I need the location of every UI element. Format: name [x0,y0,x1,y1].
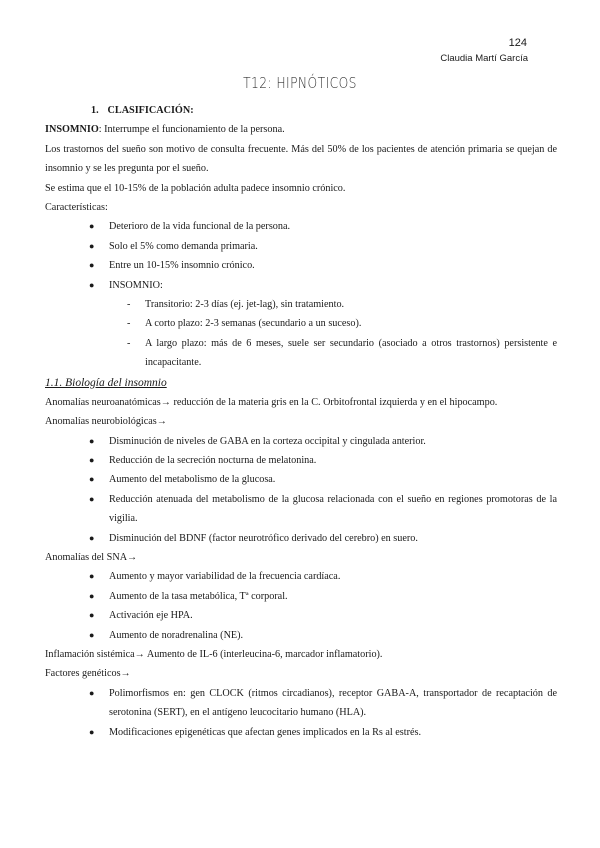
bullet-icon: ● [89,493,95,504]
document-body [45,101,557,742]
bullet-icon: ● [89,221,95,232]
insomnio-def-text: : Interrumpe el funcionamiento de la persona. [98,124,285,136]
sna-label: Anomalías del SNA→ [45,551,138,563]
geneticos-list [45,684,557,742]
neurobiologicas-list [45,432,557,548]
author-name: Claudia Martí García [440,53,528,64]
section-heading-text: CLASIFICACIÓN: [107,105,194,116]
list-item: - A largo plazo: más de 6 meses, suele ser secundario (asociado a otros trastornos) persistente e incapacitante. [45,334,557,373]
insomnio-types-list [45,295,557,373]
paragraph-1: Los trastornos del sueño son motivo de consulta frecuente. Más del 50% de los pacientes de atención primaria se quejan de insomnio y se les pregunta por el sueño. [45,143,557,175]
list-item: ● Deterioro de la vida funcional de la persona. [45,217,557,236]
page-number: 124 [508,37,527,49]
list-item: ● Solo el 5% como demanda primaria. [45,237,557,256]
caracteristicas-list [45,217,557,295]
bullet-icon: ● [89,279,95,290]
section-heading [45,101,557,120]
dash-icon: - [127,299,131,311]
section-number: 1. [91,105,99,116]
list-item: ● Aumento y mayor variabilidad de la frecuencia cardíaca. [45,567,557,586]
insomnio-label: INSOMNIO [45,124,99,136]
bullet-icon: ● [89,240,95,251]
inflamacion-text: Inflamación sistémica→ Aumento de IL-6 (interleucina-6, marcador inflamatorio). [45,648,383,660]
bullet-icon: ● [89,590,95,601]
list-item: ● Aumento de la tasa metabólica, Tª corporal. [45,587,557,606]
bullet-icon: ● [89,610,95,621]
bullet-icon: ● [89,532,95,543]
list-item: ● Reducción atenuada del metabolismo de la glucosa relacionada con el sueño en regiones promotoras de la vigilia. [45,490,557,529]
bullet-icon: ● [89,474,95,485]
list-item: ● INSOMNIO: [45,276,557,295]
sna-list [45,567,557,645]
list-item: ● Modificaciones epigenéticas que afectan genes implicados en la Rs al estrés. [45,723,557,742]
bullet-icon: ● [89,726,95,737]
caracteristicas-label: Características: [45,202,108,214]
bullet-icon: ● [89,687,95,698]
bullet-icon: ● [89,571,95,582]
list-item: ● Disminución de niveles de GABA en la corteza occipital y cingulada anterior. [45,432,557,451]
bullet-icon: ● [89,435,95,446]
bullet-icon: ● [89,629,95,640]
geneticos-label: Factores genéticos→ [45,668,131,680]
list-item: - A corto plazo: 2-3 semanas (secundario a un suceso). [45,314,557,333]
list-item: ● Aumento del metabolismo de la glucosa. [45,470,557,489]
list-item: ● Polimorfismos en: gen CLOCK (ritmos circadianos), receptor GABA-A, transportador de recaptación de serotonina (SERT), en el antígeno leucocitario humano (HLA). [45,684,557,723]
dash-icon: - [127,318,131,330]
subsection-title: 1.1. Biología del insomnio [45,376,167,389]
insomnio-definition [45,120,557,139]
list-item: ● Activación eje HPA. [45,606,557,625]
neuroanatomicas-text: Anomalías neuroanatómicas→ reducción de la materia gris en la C. Orbitofrontal izquierda y en el hipocampo. [45,396,498,408]
bullet-icon: ● [89,454,95,465]
list-item: ● Aumento de noradrenalina (NE). [45,626,557,645]
bullet-icon: ● [89,260,95,271]
list-item: ● Disminución del BDNF (factor neurotrófico derivado del cerebro) en suero. [45,529,557,548]
page-title: T12: HIPNÓTICOS [243,74,357,92]
paragraph-2: Se estima que el 10-15% de la población adulta padece insomnio crónico. [45,182,346,194]
list-item: ● Reducción de la secreción nocturna de melatonina. [45,451,557,470]
neurobiologicas-label: Anomalías neurobiológicas→ [45,416,167,428]
list-item: ● Entre un 10-15% insomnio crónico. [45,256,557,275]
dash-icon: - [127,337,131,349]
list-item: - Transitorio: 2-3 días (ej. jet-lag), sin tratamiento. [45,295,557,314]
